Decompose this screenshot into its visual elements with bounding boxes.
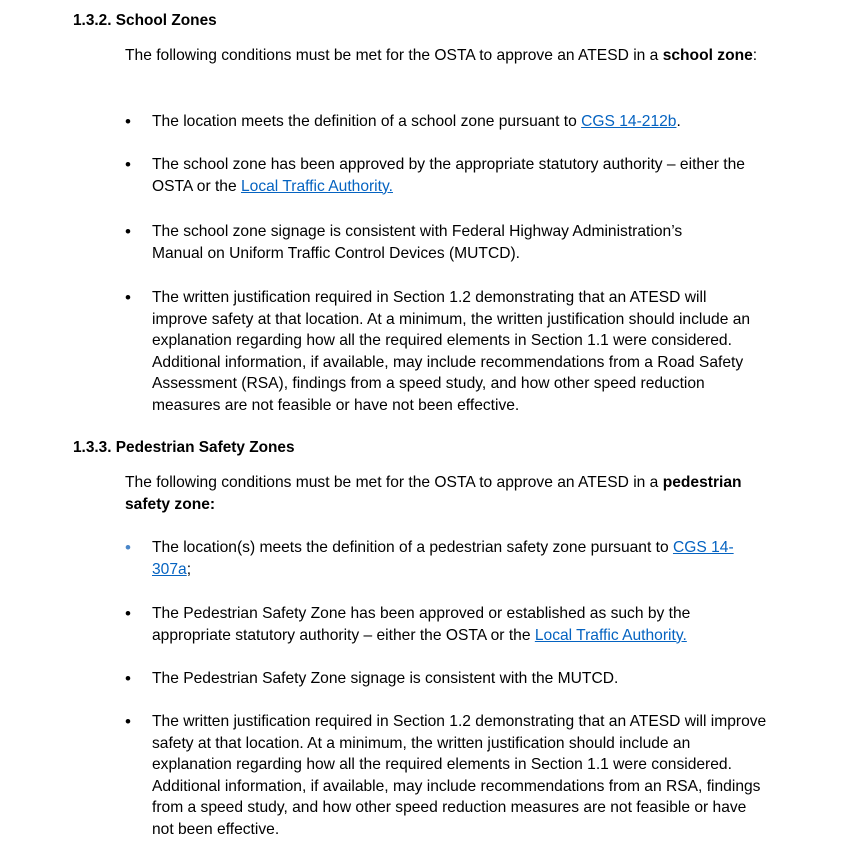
cgs-14-307a-link[interactable]: CGS 14-307a	[152, 539, 734, 578]
bullet-text: The school zone has been approved by the appropriate statutory authority – either the OSTA or the Local Traffic Authority.	[152, 156, 745, 195]
bullet-icon: •	[125, 155, 131, 174]
section-heading-pedestrian-zones: 1.3.3. Pedestrian Safety Zones	[73, 439, 295, 456]
intro-text: The following conditions must be met for the OSTA to approve an ATESD in a	[125, 474, 663, 491]
bullet-text: The written justification required in Section 1.2 demonstrating that an ATESD will improve safety at that location. At a minimum, the written justification should include an explanation regarding how all the required elements in Section 1.1 were considered. Additional information, if available, may include recommendations from a Road Safety Assessment (RSA), findings from a speed study, and how other speed reduction measures are not feasible or have not been effective.	[152, 289, 751, 414]
bullet-icon: •	[125, 288, 131, 307]
bullet-text: The Pedestrian Safety Zone has been approved or established as such by the appropriate statutory authority – either the OSTA or the Local Traffic Authority.	[152, 605, 691, 644]
section-heading-school-zones: 1.3.2. School Zones	[73, 12, 217, 29]
intro-text: The following conditions must be met for the OSTA to approve an ATESD in a	[125, 47, 663, 64]
intro-punct: :	[752, 47, 758, 64]
pedestrian-zones-intro	[125, 472, 765, 515]
bullet-icon: •	[125, 112, 131, 131]
bullet-icon: •	[125, 604, 131, 623]
local-traffic-authority-link[interactable]: Local Traffic Authority.	[534, 626, 687, 644]
cgs-14-212b-link[interactable]: CGS 14-212b	[581, 113, 677, 130]
bullet-text: The written justification required in Section 1.2 demonstrating that an ATESD will improve safety at that location. At a minimum, the written justification should include an explanation regarding how all the required elements in Section 1.1 were considered. Additional information, if available, may include recommendations from an RSA, findings from a speed study, and how other speed reduction measures are not feasible or have not been effective.	[152, 713, 767, 838]
bullet-icon: •	[125, 669, 131, 688]
bullet-text: The location meets the definition of a school zone pursuant to CGS 14-212b.	[152, 113, 681, 130]
bullet-icon: •	[125, 712, 131, 731]
bullet-text: The location(s) meets the definition of a pedestrian safety zone pursuant to CGS 14-307a;	[152, 539, 734, 578]
bullet-text: The school zone signage is consistent with Federal Highway Administration’s Manual on Uniform Traffic Control Devices (MUTCD).	[152, 223, 683, 262]
bullet-icon: •	[125, 222, 131, 241]
bullet-icon: •	[125, 538, 131, 557]
intro-bold-term: pedestrian safety zone:	[125, 474, 742, 513]
bullet-text: The Pedestrian Safety Zone signage is consistent with the MUTCD.	[152, 670, 619, 687]
intro-bold-term: school zone	[662, 47, 753, 64]
local-traffic-authority-link[interactable]: Local Traffic Authority.	[240, 177, 393, 195]
school-zones-intro	[125, 45, 775, 67]
